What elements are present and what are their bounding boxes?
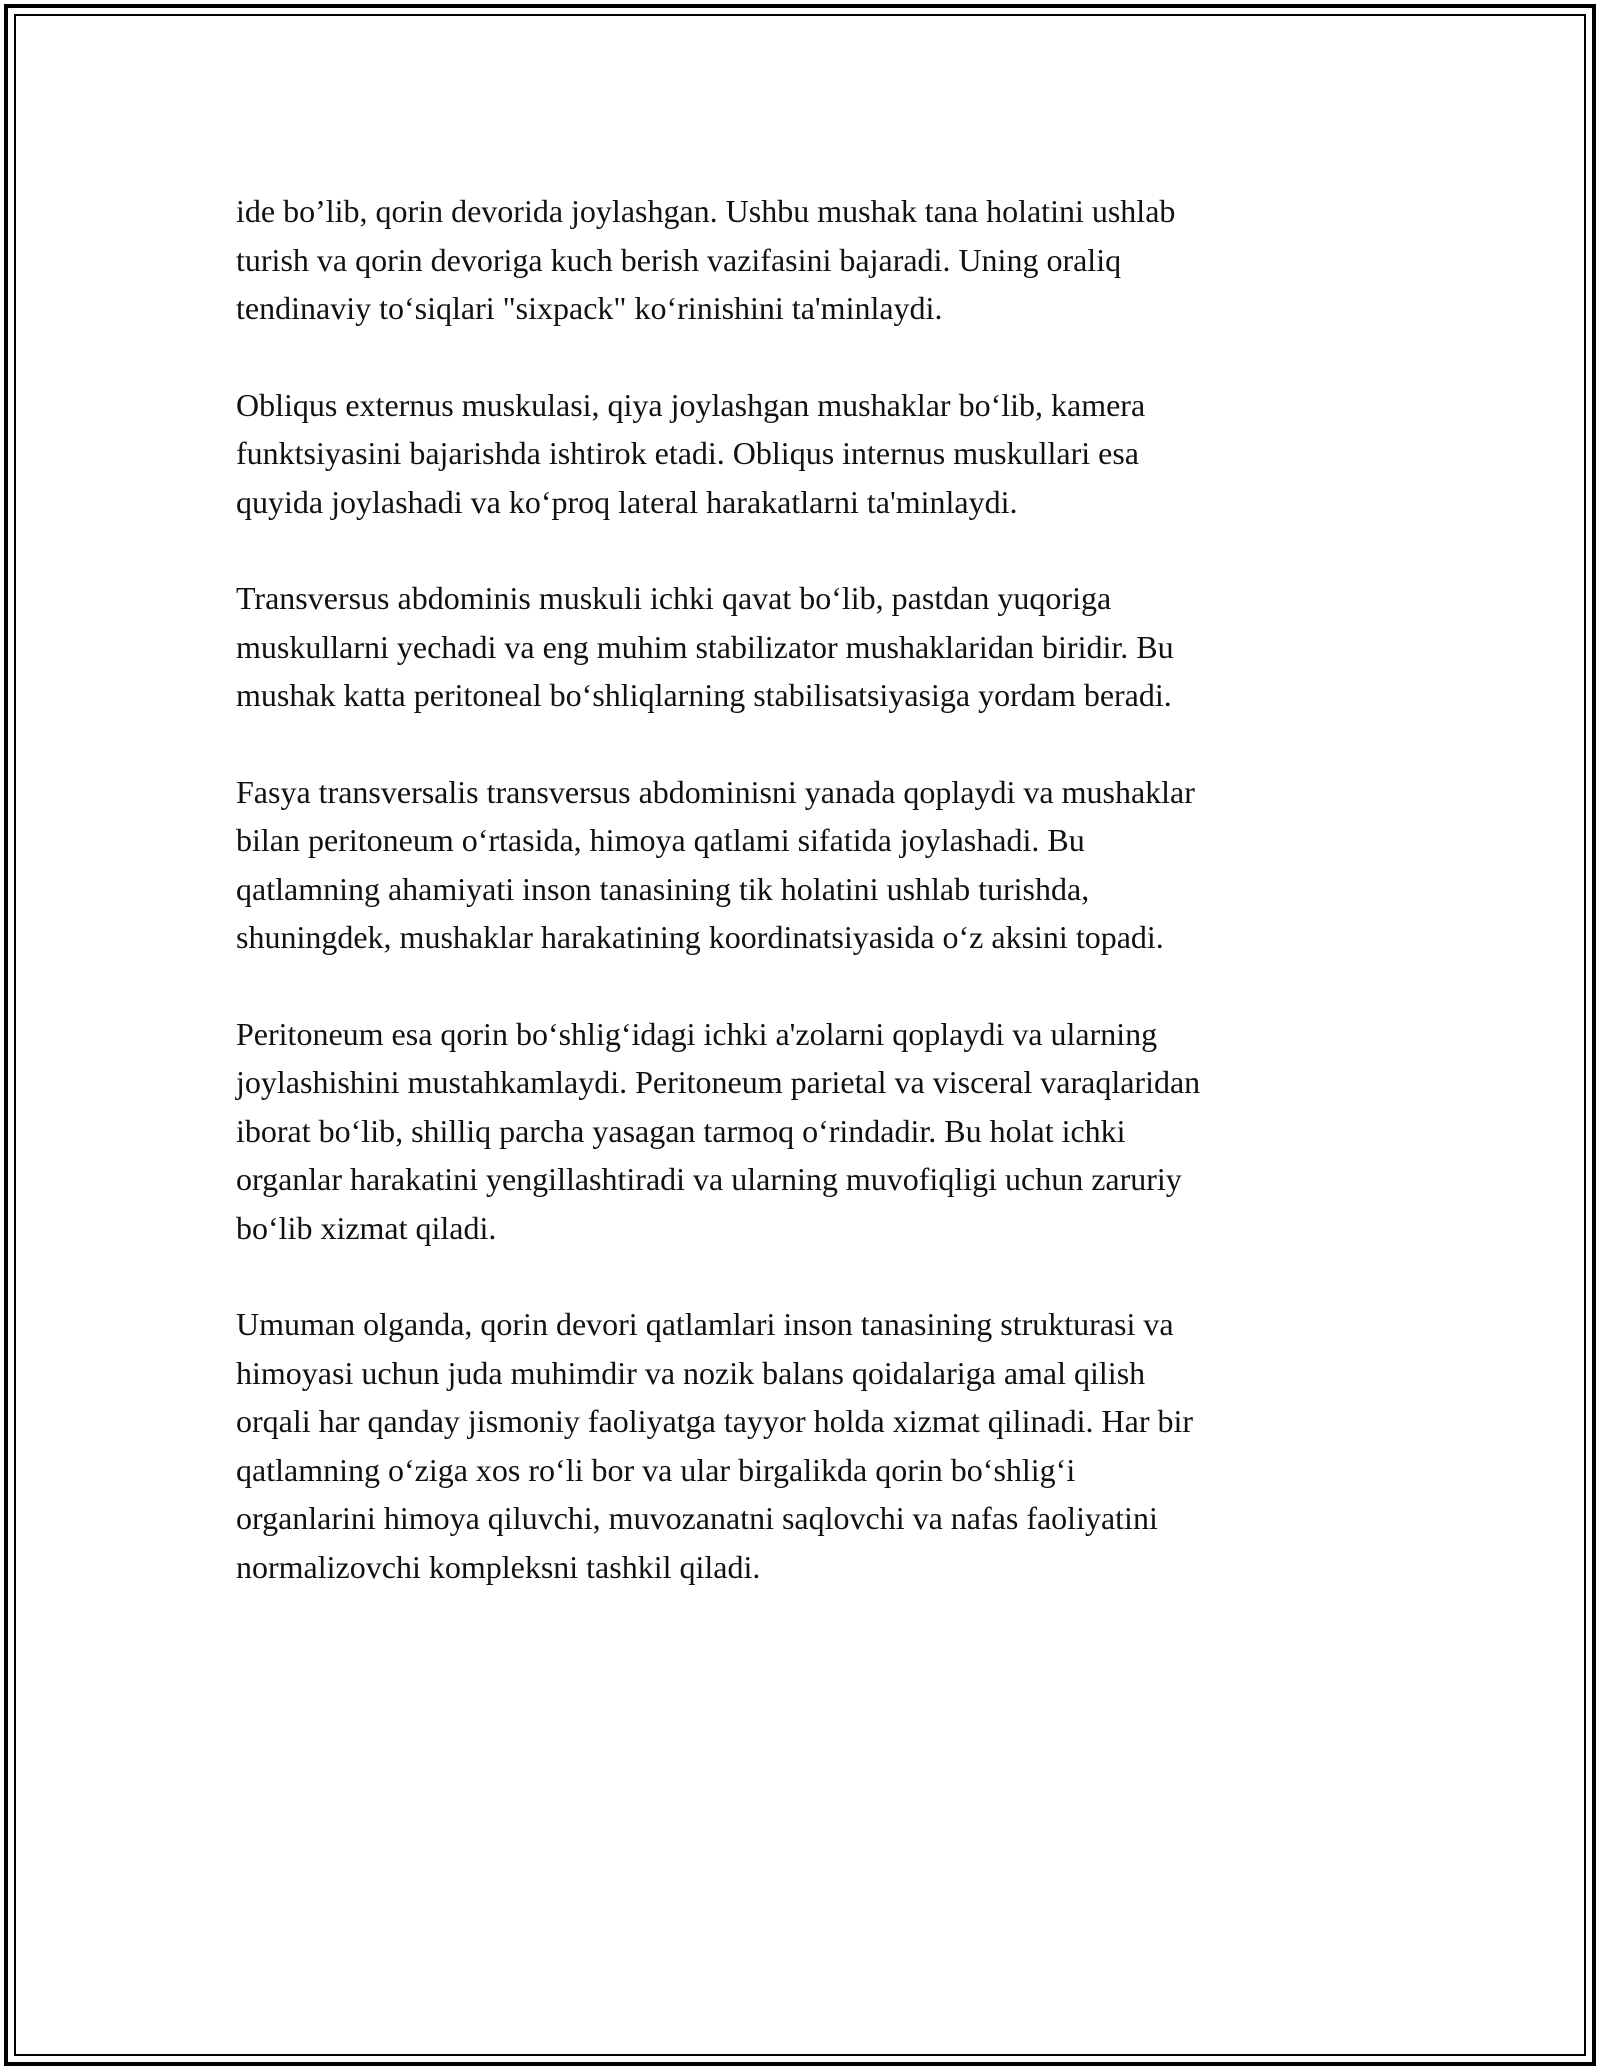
text-line: iborat bo‘lib, shilliq parcha yasagan tarmoq o‘rindadir. Bu holat ichki: [236, 1112, 1126, 1149]
text-line: bo‘lib xizmat qiladi.: [236, 1209, 497, 1246]
text-line: himoyasi uchun juda muhimdir va nozik balans qoidalariga amal qilish: [236, 1354, 1146, 1391]
text-line: Peritoneum esa qorin bo‘shlig‘idagi ichki a'zolarni qoplaydi va ularning: [236, 1015, 1158, 1052]
text-line: Umuman olganda, qorin devori qatlamlari inson tanasining strukturasi va: [236, 1306, 1174, 1342]
text-line: shuningdek, mushaklar harakatining koordinatsiyasida o‘z aksini topadi.: [236, 919, 1164, 955]
paragraph-rectus-abdominis: [236, 187, 1366, 333]
text-line: funktsiyasini bajarishda ishtirok etadi. Obliqus internus muskullari esa: [236, 435, 1139, 471]
text-line: quyida joylashadi va ko‘proq lateral harakatlarni ta'minlaydi.: [236, 483, 1018, 520]
text-line: tendinaviy to‘siqlari "sixpack" ko‘rinishini ta'minlaydi.: [236, 290, 943, 326]
text-line: orqali har qanday jismoniy faoliyatga tayyor holda xizmat qilinadi. Har bir: [236, 1403, 1194, 1439]
text-line: muskullarni yechadi va eng muhim stabilizator mushaklaridan biridir. Bu: [236, 628, 1174, 665]
text-line: bilan peritoneum o‘rtasida, himoya qatlami sifatida joylashadi. Bu: [236, 822, 1085, 858]
text-line: Transversus abdominis muskuli ichki qavat bo‘lib, pastdan yuqoriga: [236, 580, 1112, 616]
paragraph-obliquus: [236, 381, 1366, 527]
text-line: mushak katta peritoneal bo‘shliqlarning stabilisatsiyasiga yordam beradi.: [236, 677, 1172, 713]
document-body: [236, 187, 1366, 1639]
text-line: qatlamning o‘ziga xos ro‘li bor va ular birgalikda qorin bo‘shlig‘i: [236, 1451, 1076, 1488]
paragraph-peritoneum: [236, 1010, 1366, 1253]
text-line: normalizovchi kompleksni tashkil qiladi.: [236, 1548, 761, 1585]
text-line: turish va qorin devoriga kuch berish vazifasini bajaradi. Uning oraliq: [236, 241, 1122, 278]
text-line: qatlamning ahamiyati inson tanasining tik holatini ushlab turishda,: [236, 870, 1090, 907]
text-line: Fasya transversalis transversus abdominisni yanada qoplaydi va mushaklar: [236, 773, 1195, 810]
text-line: organlarini himoya qiluvchi, muvozanatni saqlovchi va nafas faoliyatini: [236, 1500, 1158, 1536]
text-line: organlar harakatini yengillashtiradi va ularning muvofiqligi uchun zaruriy: [236, 1161, 1182, 1197]
paragraph-fascia-transversalis: [236, 768, 1366, 962]
paragraph-transversus-abdominis: [236, 574, 1366, 720]
paragraph-conclusion: [236, 1300, 1366, 1591]
text-line: ide bo’lib, qorin devorida joylashgan. Ushbu mushak tana holatini ushlab: [236, 193, 1176, 229]
text-line: joylashishini mustahkamlaydi. Peritoneum parietal va visceral varaqlaridan: [236, 1064, 1201, 1100]
text-line: Obliqus externus muskulasi, qiya joylashgan mushaklar bo‘lib, kamera: [236, 386, 1146, 423]
